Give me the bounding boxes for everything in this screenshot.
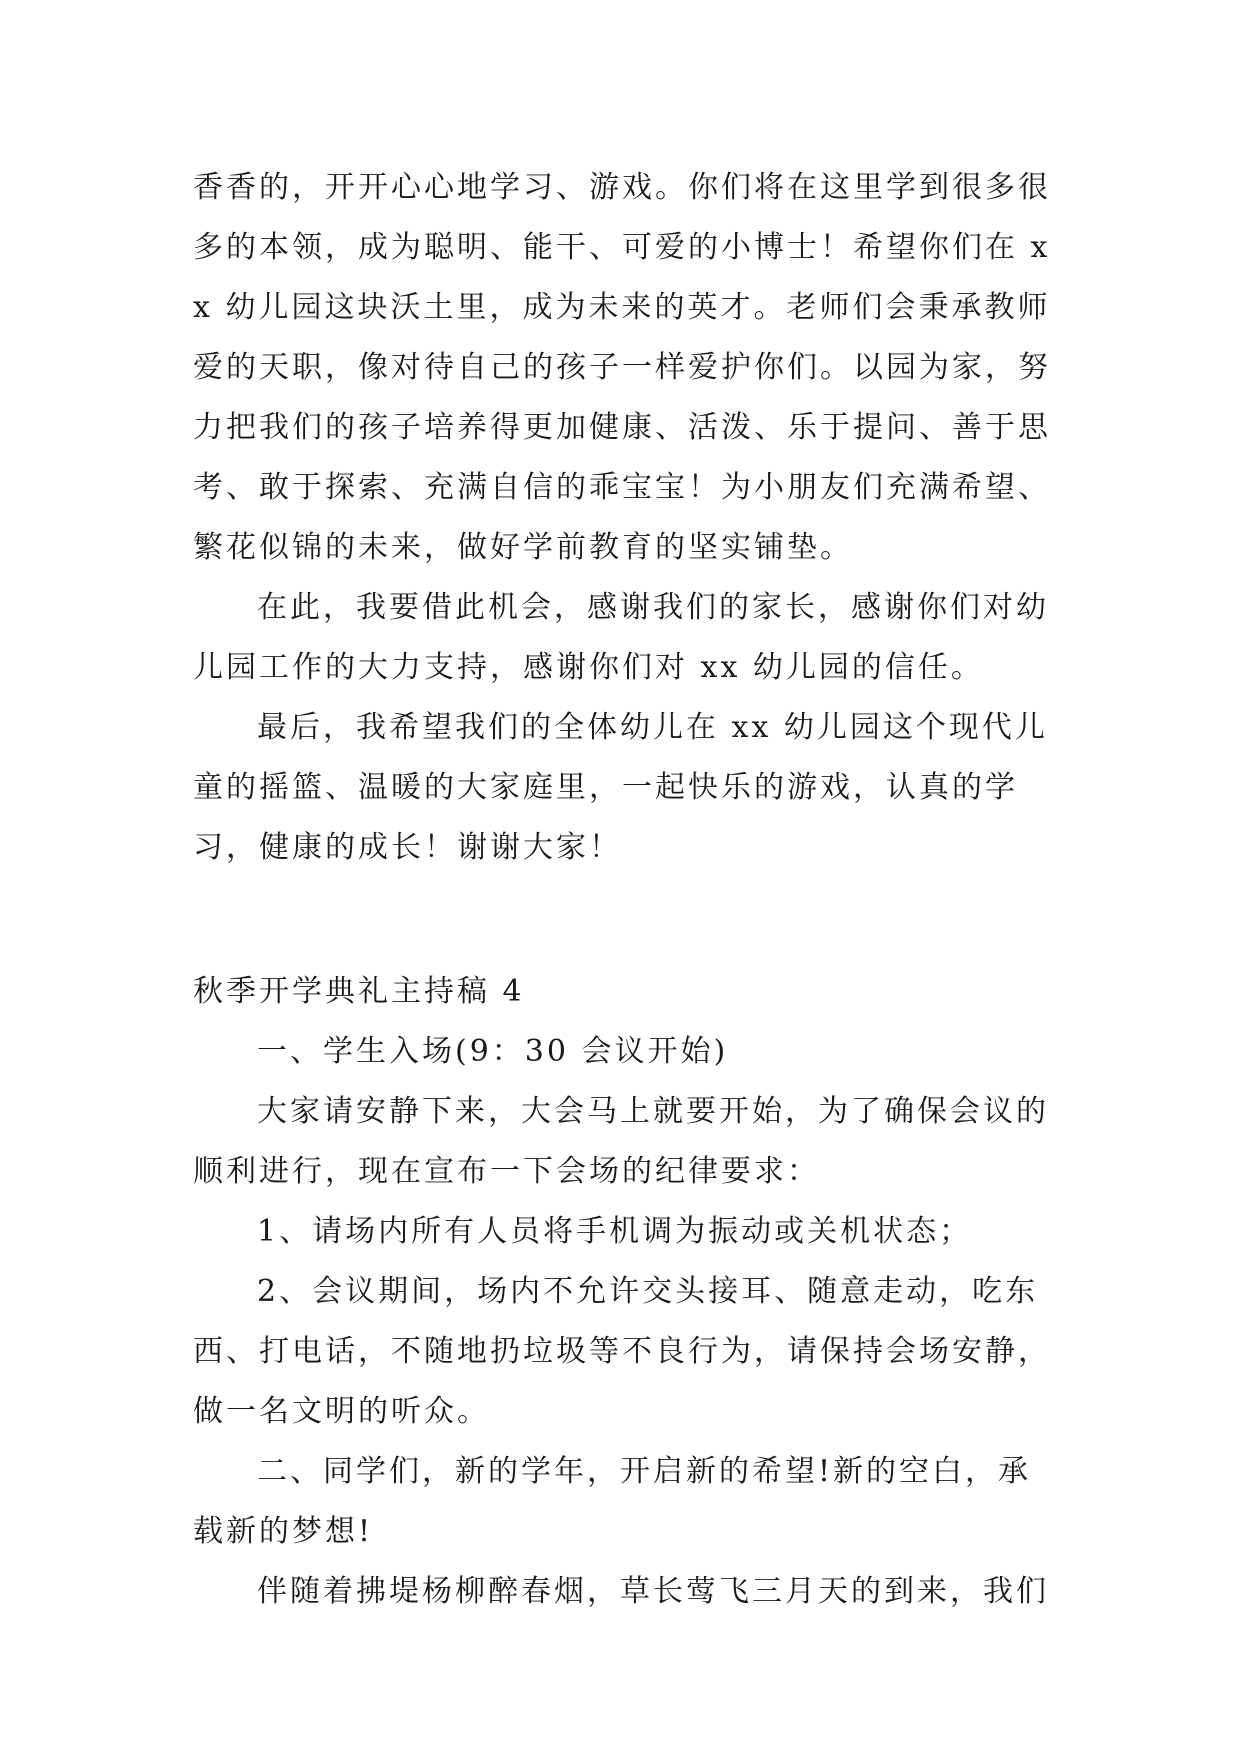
paragraph-rule-2: 2、会议期间，场内不允许交头接耳、随意走动，吃东西、打电话，不随地扔垃圾等不良行为，请保持会场安静，做一名文明的听众。 [193,1274,1051,1429]
section-title: 秋季开学典礼主持稿 4 [193,974,525,1009]
paragraph-new-school-year: 二、同学们，新的学年，开启新的希望!新的空白，承载新的梦想! [193,1454,1032,1549]
paragraph-closing-wishes: 最后，我希望我们的全体幼儿在 xx 幼儿园这个现代儿童的摇篮、温暖的大家庭里，一起快乐的游戏，认真的学习，健康的成长！谢谢大家！ [193,710,1048,865]
paragraph-continuation: 香香的，开开心心地学习、游戏。你们将在这里学到很多很多的本领，成为聪明、能干、可爱的小博士！希望你们在 xx 幼儿园这块沃土里，成为未来的英才。老师们会秉承教师爱的天职，像对待自己的孩子一样爱护你们。以园为家，努力把我们的孩子培养得更加健康、活泼、乐于提问、善于思考、敢于探索、充满自信的乖宝宝！为小朋友们充满希望、繁花似锦的未来，做好学前教育的坚实铺垫。 [193,170,1051,565]
document-body [193,158,1053,1622]
paragraph-student-entry: 一、学生入场(9：30 会议开始) [257,1034,729,1069]
paragraph-spring-intro: 伴随着拂堤杨柳醉春烟，草长莺飞三月天的到来，我们 [257,1574,1049,1609]
paragraph-quiet-please: 大家请安静下来，大会马上就要开始，为了确保会议的顺利进行，现在宣布一下会场的纪律要求： [193,1094,1049,1189]
paragraph-rule-1: 1、请场内所有人员将手机调为振动或关机状态； [257,1214,973,1249]
paragraph-thanks-parents: 在此，我要借此机会，感谢我们的家长，感谢你们对幼儿园工作的大力支持，感谢你们对 xx 幼儿园的信任。 [193,590,1049,685]
